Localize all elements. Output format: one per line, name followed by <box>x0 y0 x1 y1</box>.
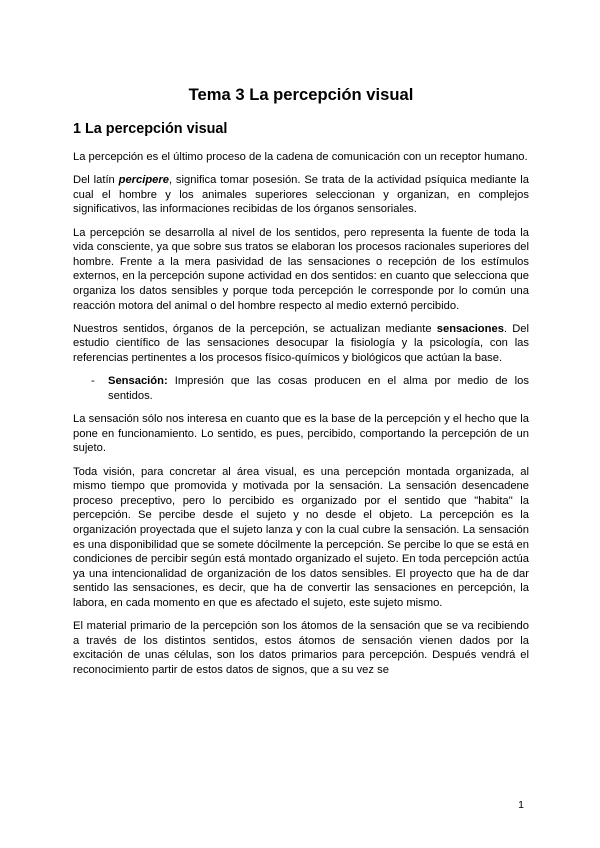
paragraph-5 <box>73 412 529 456</box>
page-content <box>73 84 529 686</box>
section-heading: 1 La percepción visual <box>73 121 228 137</box>
paragraph-2 <box>73 173 529 217</box>
paragraph-4 <box>73 322 529 366</box>
paragraph-3 <box>73 226 529 314</box>
document-title: Tema 3 La percepción visual <box>188 85 414 104</box>
page-number: 1 <box>518 799 524 811</box>
latin-term: percipere <box>118 174 169 187</box>
paragraph-7-text: El material primario de la percepción son los átomos de la sensación que se va recibiendo a través de los distintos sentidos, estos átomos de sensación vienen dados por la excitación de unas células, son los datos primarios para percepción. Después vendrá el reconocimiento partir de estos datos de signos, que a su vez se <box>73 620 529 676</box>
paragraph-7 <box>73 619 529 677</box>
paragraph-4-text: . Del estudio científico de las sensaciones desocupar la fisiología y la psicología, con las referencias pertinentes a los procesos físico-químicos y biológicos que actúan la base. <box>73 322 529 364</box>
paragraph-6-text: Toda visión, para concretar al área visual, es una percepción montada organizada, al mismo tiempo que promovida y motivada por la sensación. La sensación desencadene proceso preceptivo, pero lo percibido es organizado por el sentido que "habita" la percepción. Se percibe desde el sujeto y no desde el objeto. La percepción es la organización proyectada que el sujeto lanza y con la cual cubre la sensación. La sensación es una disponibilidad que se somete dócilmente la percepción. Se percibe lo que se está en condiciones de percibir según está montado organizado el sujeto. En toda percepción actúa ya una intencionalidad de organización de los datos sensibles. El proyecto que ha de dar sentido las sensaciones, es decir, que ha de convertir las sensaciones en percepción, la labora, en cada momento en que es afectado el sujeto, este sujeto mismo. <box>73 465 529 609</box>
definition-bullet <box>73 374 529 403</box>
paragraph-1 <box>73 150 529 165</box>
bullet-marker: - <box>91 375 95 388</box>
paragraph-2-text: , significa tomar posesión. Se trata de la actividad psíquica mediante la cual el hombre y los animales superiores seleccionan y organizan, en complejos significativos, las informaciones recibidas de los órganos sensoriales. <box>73 174 529 216</box>
paragraph-6 <box>73 465 529 611</box>
sensaciones-term: sensaciones <box>436 322 504 335</box>
paragraph-5-text: La sensación sólo nos interesa en cuanto que es la base de la percepción y el hecho que la pone en funcionamiento. Lo sentido, es pues, percibido, comportando la percepción de un sujeto. <box>73 413 529 455</box>
bullet-term: Sensación: <box>108 375 168 388</box>
paragraph-1-text: La percepción es el último proceso de la cadena de comunicación con un receptor humano. <box>73 151 528 163</box>
paragraph-3-text: La percepción se desarrolla al nivel de los sentidos, pero representa la fuente de toda la vida consciente, ya que sobre sus tratos se elaboran los procesos racionales superiores del hombre. Frente a la mera pasividad de las sensaciones o recepción de los estímulos externos, en la percepción supone actividad en dos sentidos: en cuanto que selecciona que organiza los datos sensibles y porque toda percepción le corresponde por lo común una reacción motora del animal o del hombre respecto al medio externó percibido. <box>73 226 529 312</box>
bullet-text: Impresión que las cosas producen en el alma por medio de los sentidos. <box>108 375 529 402</box>
paragraph-4-lead: Nuestros sentidos, órganos de la percepción, se actualizan mediante <box>73 322 437 335</box>
paragraph-2-lead: Del latín <box>73 174 119 187</box>
